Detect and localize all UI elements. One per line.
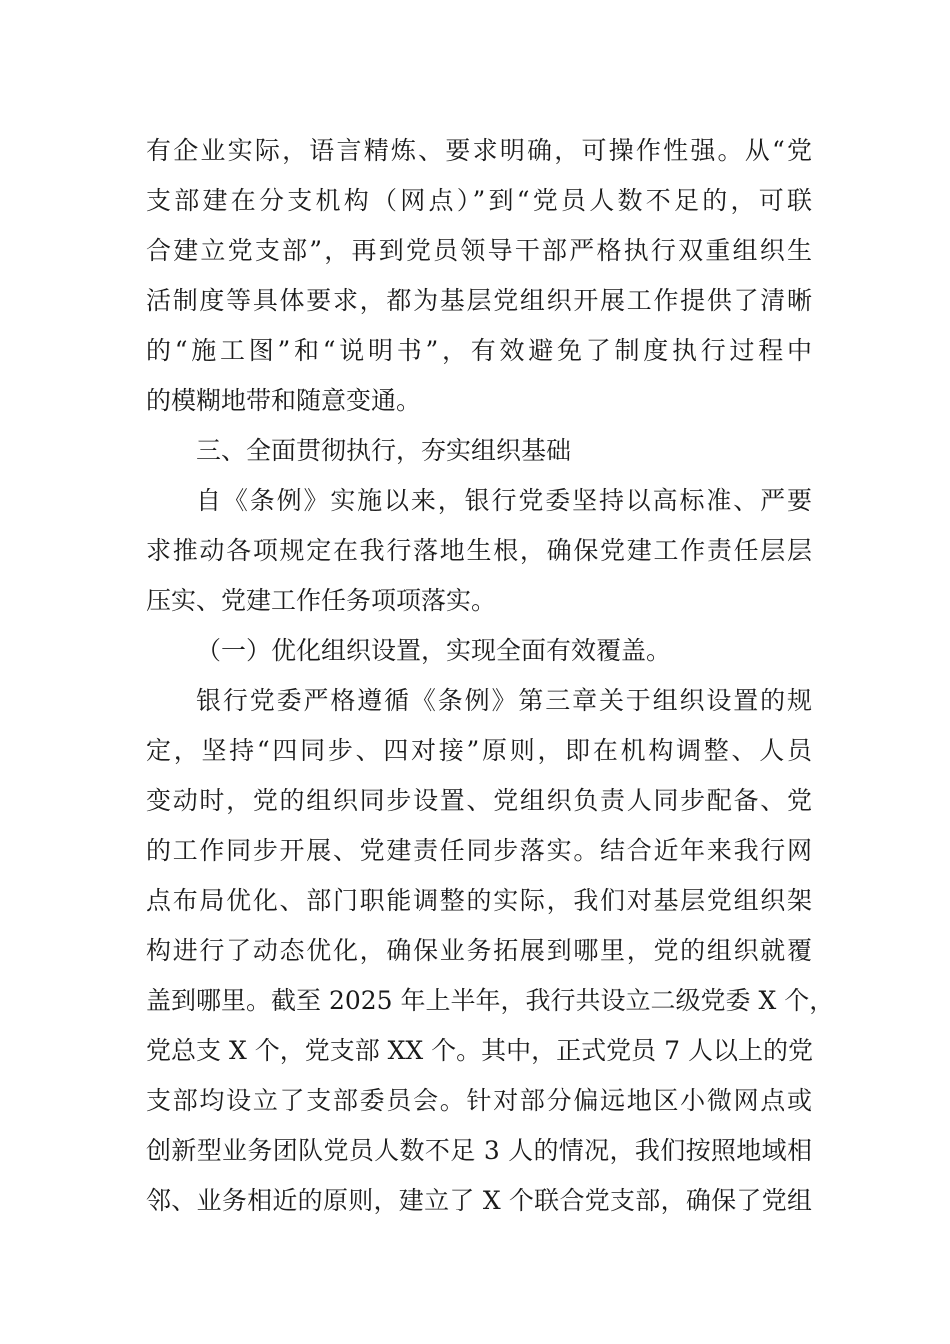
body-text-line: 求推动各项规定在我行落地生根，确保党建工作责任层层 bbox=[146, 536, 812, 565]
body-text-line: 活制度等具体要求，都为基层党组织开展工作提供了清晰 bbox=[146, 286, 812, 315]
body-text-line: 合建立党支部”，再到党员领导干部严格执行双重组织生 bbox=[146, 236, 812, 265]
body-text-line: 变动时，党的组织同步设置、党组织负责人同步配备、党 bbox=[146, 786, 812, 815]
body-text-line: 创新型业务团队党员人数不足 3 人的情况，我们按照地域相 bbox=[146, 1136, 812, 1165]
body-text-line: 盖到哪里。截至 2025 年上半年，我行共设立二级党委 X 个， bbox=[146, 986, 835, 1015]
subsection-heading: （一）优化组织设置，实现全面有效覆盖。 bbox=[196, 636, 672, 665]
body-text-line: 有企业实际，语言精炼、要求明确，可操作性强。从“党 bbox=[146, 136, 812, 165]
body-text-line: 的工作同步开展、党建责任同步落实。结合近年来我行网 bbox=[146, 836, 812, 865]
body-text-line: 邻、业务相近的原则，建立了 X 个联合党支部，确保了党组 bbox=[146, 1186, 812, 1215]
body-text-line: 压实、党建工作任务项项落实。 bbox=[146, 586, 497, 615]
body-text-line: 点布局优化、部门职能调整的实际，我们对基层党组织架 bbox=[146, 886, 812, 915]
section-heading: 三、全面贯彻执行，夯实组织基础 bbox=[196, 436, 572, 465]
body-text-line: 支部均设立了支部委员会。针对部分偏远地区小微网点或 bbox=[146, 1086, 812, 1115]
body-text-line: 的模糊地带和随意变通。 bbox=[146, 386, 422, 415]
body-text-line: 定，坚持“四同步、四对接”原则，即在机构调整、人员 bbox=[146, 736, 812, 765]
body-text-line: 构进行了动态优化，确保业务拓展到哪里，党的组织就覆 bbox=[146, 936, 812, 965]
body-text-line: 支部建在分支机构（网点）”到“党员人数不足的，可联 bbox=[146, 186, 812, 215]
body-text-line: 银行党委严格遵循《条例》第三章关于组织设置的规 bbox=[196, 686, 812, 715]
body-text-line: 党总支 X 个，党支部 XX 个。其中，正式党员 7 人以上的党 bbox=[146, 1036, 813, 1065]
body-text-line: 的“施工图”和“说明书”，有效避免了制度执行过程中 bbox=[146, 336, 812, 365]
body-text-line: 自《条例》实施以来，银行党委坚持以高标准、严要 bbox=[196, 486, 812, 515]
